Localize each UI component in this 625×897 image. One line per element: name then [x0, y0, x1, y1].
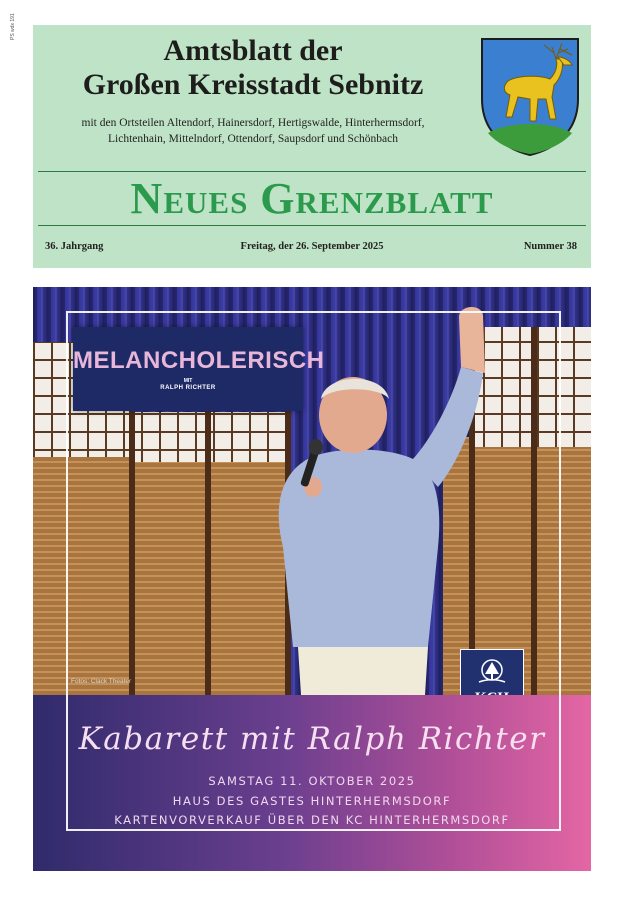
newspaper-brand — [38, 163, 586, 227]
stag-coat-of-arms-icon — [478, 35, 582, 157]
issue-number: Nummer 38 — [523, 241, 577, 252]
sign-mit: MIT — [183, 378, 193, 384]
tree-emblem-icon — [461, 652, 523, 692]
event-venue: HAUS DES GASTES HINTERHERMSDORF — [172, 794, 452, 808]
event-tickets: KARTENVORVERKAUF ÜBER DEN KC HINTERHERMSDORF — [114, 813, 510, 827]
masthead-title-line2: Großen Kreisstadt Sebnitz — [82, 68, 424, 101]
masthead — [33, 25, 591, 268]
masthead-title-line1: Amtsblatt der — [163, 34, 343, 67]
print-code: PS wdx 191 — [10, 13, 16, 40]
sign-performer-name: RALPH RICHTER — [160, 385, 216, 391]
event-poster — [33, 287, 591, 871]
districts-line1: mit den Ortsteilen Altendorf, Hainersdorf, Hertigswalde, Hinterhermsdorf, — [81, 117, 425, 129]
brand-name: Neues Grenzblatt — [130, 174, 494, 223]
event-sign — [73, 327, 325, 411]
issue-date: Freitag, der 26. September 2025 — [240, 241, 384, 252]
photo-credit: Fotos: Clack Theater — [71, 678, 132, 685]
volume-label: 36. Jahrgang — [45, 241, 104, 252]
event-date: SAMSTAG 11. OKTOBER 2025 — [208, 774, 416, 788]
sign-title: MELANCHOLERISCH — [73, 347, 325, 374]
event-headline: Kabarett mit Ralph Richter — [78, 721, 546, 757]
districts-line2: Lichtenhain, Mittelndorf, Ottendorf, Saupsdorf und Schönbach — [108, 133, 398, 145]
